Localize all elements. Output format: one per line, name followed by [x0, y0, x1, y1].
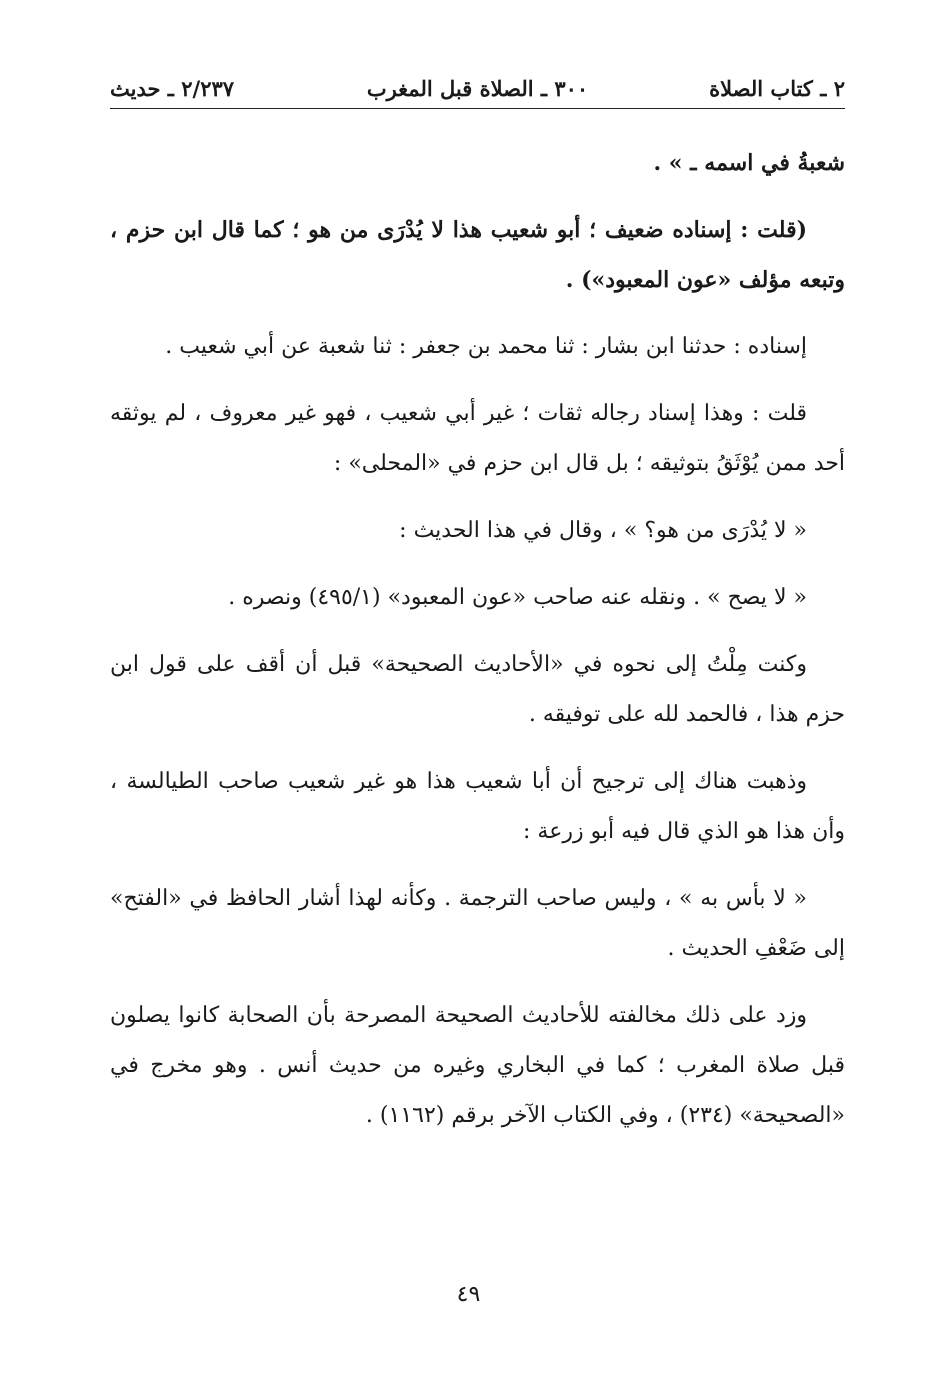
paragraph-commentary-2: وكنت مِلْتُ إلى نحوه في «الأحاديث الصحيحة» قبل أن أقف على قول ابن حزم هذا ، فالحمد لله على توفيقه . [110, 652, 845, 727]
paragraph-quote-3: « لا بأس به » ، وليس صاحب الترجمة . وكأنه لهذا أشار الحافظ في «الفتح» إلى ضَعْفِ الحديث . [110, 886, 845, 961]
paragraph-grading: (قلت : إسناده ضعيف ؛ أبو شعيب هذا لا يُدْرَى من هو ؛ كما قال ابن حزم ، وتبعه مؤلف «عون المعبود») . [110, 217, 845, 293]
page-number: ٤٩ [456, 1282, 481, 1307]
header-divider [110, 108, 845, 109]
paragraph-continuation: شعبةُ في اسمه ـ » . [653, 150, 845, 176]
paragraph-quote-1: « لا يُدْرَى من هو؟ » ، وقال في هذا الحديث : [399, 518, 807, 543]
paragraph-isnad: إسناده : حدثنا ابن بشار : ثنا محمد بن جعفر : ثنا شعبة عن أبي شعيب . [165, 334, 807, 359]
header-hadith-number: ٢/٢٣٧ ـ حديث [110, 76, 235, 101]
paragraph-quote-2: « لا يصح » . ونقله عنه صاحب «عون المعبود» (٤٩٥/١) ونصره . [228, 585, 807, 610]
paragraph-commentary-3: وذهبت هناك إلى ترجيح أن أبا شعيب هذا هو غير شعيب صاحب الطيالسة ، وأن هذا هو الذي قال فيه أبو زرعة : [110, 769, 845, 844]
paragraph-commentary-4: وزد على ذلك مخالفته للأحاديث الصحيحة المصرحة بأن الصحابة كانوا يصلون قبل صلاة المغرب ؛ كما في البخاري وغيره من حديث أنس . وهو مخرج في «الصحيحة» (٢٣٤) ، وفي الكتاب الآخر برقم (١١٦٢) . [110, 1003, 845, 1128]
page-body [110, 138, 845, 1141]
header-book-title: ٢ ـ كتاب الصلاة [709, 76, 845, 101]
running-header [110, 72, 845, 106]
paragraph-commentary-1: قلت : وهذا إسناد رجاله ثقات ؛ غير أبي شعيب ، فهو غير معروف ، لم يوثقه أحد ممن يُوْثَقُ بتوثيقه ؛ بل قال ابن حزم في «المحلى» : [110, 401, 845, 476]
header-chapter-title: ٣٠٠ ـ الصلاة قبل المغرب [366, 76, 589, 101]
